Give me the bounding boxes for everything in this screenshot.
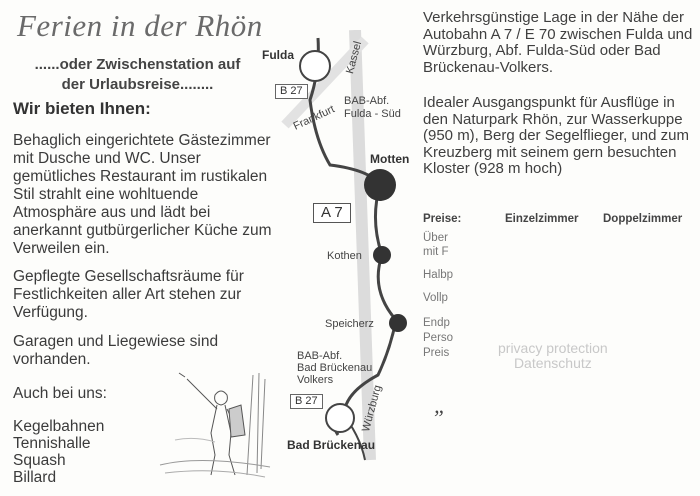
hiker-illustration	[155, 365, 275, 485]
amenities-list	[13, 418, 104, 486]
list-item: Tennishalle	[13, 435, 91, 452]
paragraph-rooms: Behaglich eingerichtete Gästezimmer mit Dusche und WC. Unser gemütliches Restaurant im rustikalen Stil strahlt eine wohltuende Atmosphäre aus und lädt bei anerkannt gutbürgerlicher Küche zum Verweilen ein.	[13, 132, 272, 257]
map-label-kothen: Kothen	[327, 250, 362, 262]
privacy-watermark	[498, 341, 608, 371]
prices-label: Preise:	[423, 213, 462, 225]
map-label-speicherz: Speicherz	[325, 318, 374, 330]
price-row-label: Vollp	[423, 292, 448, 304]
watermark-line: Datenschutz	[513, 355, 592, 371]
paragraph-rooms-events: Gepflegte Gesellschaftsräume für Festlichkeiten aller Art stehen zur Verfügung.	[13, 268, 244, 321]
road-badge-b27-top: B 27	[275, 84, 308, 99]
map-label-kassel: Kassel	[344, 40, 365, 76]
paragraph-garages: Garagen und Liegewiese sind vorhanden.	[13, 333, 219, 368]
map-label-exit-volkers: BAB-Abf.	[297, 350, 343, 362]
price-row-label: Perso	[423, 332, 454, 344]
map-label-exit-volkers-2: Bad Brückenau	[297, 362, 373, 374]
watermark-line: privacy protection	[498, 340, 608, 356]
list-item: Kegelbahnen	[13, 418, 105, 435]
map-label-bad-brueckenau: Bad Brückenau	[287, 438, 376, 452]
map-label-exit-volkers-3: Volkers	[297, 374, 334, 386]
price-row-label: Über	[423, 232, 448, 244]
subtitle: ......oder Zwischenstation auf der Urlaubsreise........	[34, 56, 241, 93]
map-label-exit-fulda-2: Fulda - Süd	[344, 108, 401, 120]
location-paragraph: Verkehrsgünstige Lage in der Nähe der Autobahn A 7 / E 70 zwischen Fulda und Würzburg, Abf. Fulda-Süd oder Bad Brückenau-Volkers.	[423, 9, 693, 76]
price-row-label: mit F	[423, 246, 449, 258]
map-label-exit-fulda: BAB-Abf.	[344, 95, 390, 107]
also-label: Auch bei uns:	[13, 385, 107, 402]
prices-single-header: Einzelzimmer	[505, 213, 579, 225]
page-title: Ferien in der Rhön	[17, 8, 263, 43]
price-row-label: Endp	[423, 317, 450, 329]
map-label-motten: Motten	[370, 152, 410, 166]
map-label-wuerzburg: Würzburg	[360, 383, 384, 434]
motorway-badge-a7: A 7	[313, 203, 351, 223]
quote-mark: „	[434, 393, 447, 418]
offer-heading: Wir bieten Ihnen:	[13, 99, 151, 118]
list-item: Squash	[13, 452, 66, 469]
excursion-paragraph: Idealer Ausgangspunkt für Ausflüge in den Naturpark Rhön, zur Wasserkuppe (950 m), Berg der Segelflieger, und zum Kreuzberg mit seinem gern besuchten Kloster (928 m hoch)	[423, 94, 689, 177]
map-label-fulda: Fulda	[262, 48, 294, 62]
price-row-label: Preis	[423, 347, 450, 359]
map-label-frankfurt: Frankfurt	[291, 103, 337, 133]
road-badge-b27-bottom: B 27	[290, 394, 323, 409]
list-item: Billard	[13, 469, 57, 486]
price-row-label: Halbp	[423, 269, 454, 281]
prices-double-header: Doppelzimmer	[603, 213, 683, 225]
